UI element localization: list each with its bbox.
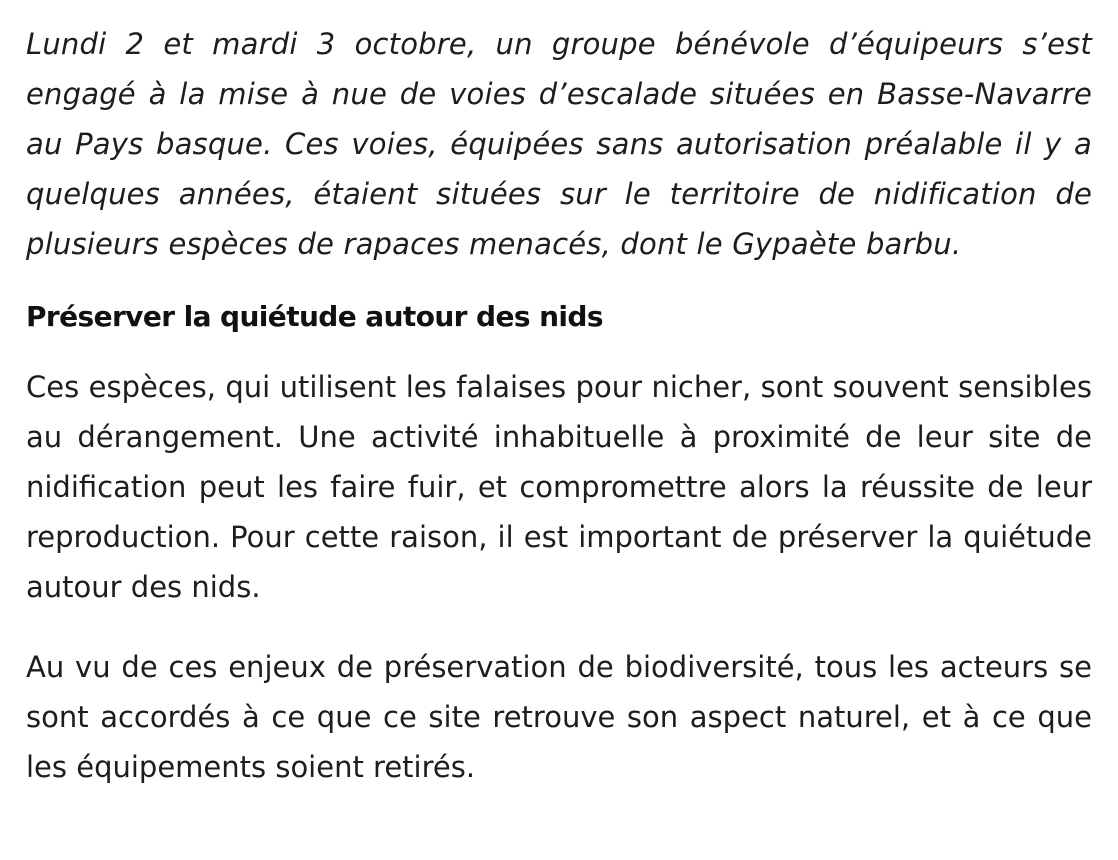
body-paragraph-2: Au vu de ces enjeux de préservation de biodiversité, tous les acteurs se sont accordés à ce que ce site retrouve son aspect naturel, et à ce que les équipements soient retirés. [26,650,1092,784]
section-heading: Préserver la quiétude autour des nids [26,300,603,333]
article-body [26,19,1092,792]
intro-paragraph: Lundi 2 et mardi 3 octobre, un groupe bénévole d’équipeurs s’est engagé à la mise à nue de voies d’escalade situées en Basse-Navarre au Pays basque. Ces voies, équipées sans autorisation préalable il y a quelques années, étaient situées sur le territoire de nidification de plusieurs espèces de rapaces menacés, dont le Gypaète barbu. [26,27,1092,261]
body-paragraph-1: Ces espèces, qui utilisent les falaises pour nicher, sont souvent sensibles au dérangement. Une activité inhabituelle à proximité de leur site de nidification peut les faire fuir, et compromettre alors la réussite de leur reproduction. Pour cette raison, il est important de préserver la quiétude autour des nids. [26,370,1092,604]
